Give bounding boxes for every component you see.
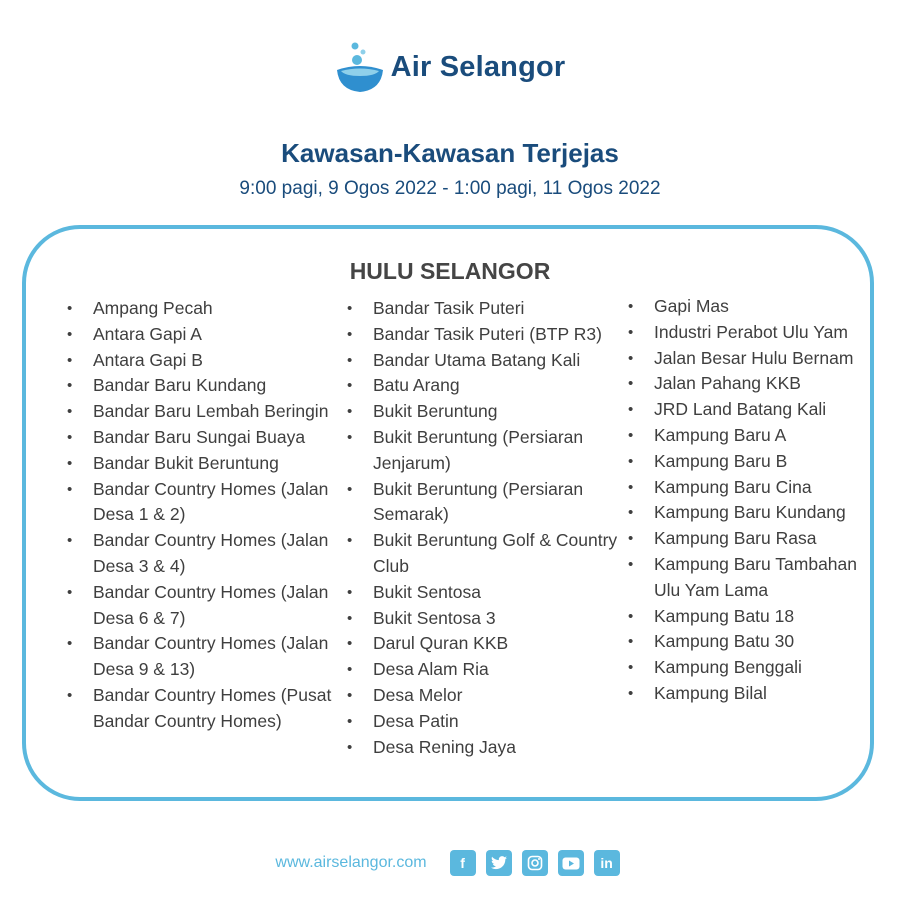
region-heading: HULU SELANGOR: [349, 258, 551, 284]
area-list-item: • Bukit Sentosa: [347, 580, 622, 606]
twitter-icon[interactable]: [486, 850, 512, 876]
area-list-item: • Bandar Tasik Puteri (BTP R3): [347, 322, 622, 348]
area-list-item: • Bukit Beruntung (Persiaran Semarak): [347, 477, 622, 529]
footer: [0, 850, 900, 876]
area-list-item: • Bukit Beruntung Golf & Country Club: [347, 528, 622, 580]
area-list-item: • Kampung Baru Rasa: [628, 526, 878, 552]
instagram-icon[interactable]: [522, 850, 548, 876]
area-list-item: • Bandar Tasik Puteri: [347, 296, 622, 322]
area-list-item: • Kampung Baru B: [628, 449, 878, 475]
linkedin-icon[interactable]: in: [594, 850, 620, 876]
area-list-item: • Jalan Besar Hulu Bernam: [628, 346, 878, 372]
area-list-item: • Desa Rening Jaya: [347, 735, 622, 761]
area-list-item: • Kampung Baru Cina: [628, 475, 878, 501]
area-list-item: • Kampung Baru A: [628, 423, 878, 449]
area-list-column-3: [628, 294, 878, 707]
facebook-icon[interactable]: f: [450, 850, 476, 876]
area-list-item: • Kampung Baru Kundang: [628, 500, 878, 526]
brand-name: Air Selangor: [390, 50, 566, 83]
area-list-item: • Jalan Pahang KKB: [628, 371, 878, 397]
area-list-item: • Kampung Bilal: [628, 681, 878, 707]
area-list-item: • Kampung Batu 30: [628, 629, 878, 655]
website-link[interactable]: www.airselangor.com: [275, 854, 427, 871]
page-title: Kawasan-Kawasan Terjejas: [281, 138, 619, 168]
area-list-item: • Bandar Country Homes (Jalan Desa 6 & 7): [67, 580, 337, 632]
page-subtitle: 9:00 pagi, 9 Ogos 2022 - 1:00 pagi, 11 Ogos 2022: [239, 178, 661, 199]
area-list-column-2: [347, 296, 622, 760]
area-list-item: • Antara Gapi B: [67, 348, 337, 374]
area-list-item: • Bandar Country Homes (Pusat Bandar Country Homes): [67, 683, 337, 735]
area-list-item: • Industri Perabot Ulu Yam: [628, 320, 878, 346]
area-list-item: • Bandar Utama Batang Kali: [347, 348, 622, 374]
area-list-item: • Bukit Beruntung: [347, 399, 622, 425]
area-list-item: • JRD Land Batang Kali: [628, 397, 878, 423]
area-list-item: • Darul Quran KKB: [347, 631, 622, 657]
area-list-item: • Batu Arang: [347, 373, 622, 399]
area-list-item: • Ampang Pecah: [67, 296, 337, 322]
area-list-item: • Kampung Benggali: [628, 655, 878, 681]
area-list-item: • Desa Alam Ria: [347, 657, 622, 683]
area-list-item: • Bandar Country Homes (Jalan Desa 1 & 2): [67, 477, 337, 529]
brand-logo: [0, 40, 900, 94]
water-drop-logo-icon: [335, 40, 385, 94]
area-list-item: • Gapi Mas: [628, 294, 878, 320]
area-list-item: • Bandar Baru Lembah Beringin: [67, 399, 337, 425]
area-list-item: • Antara Gapi A: [67, 322, 337, 348]
area-list-item: • Desa Melor: [347, 683, 622, 709]
area-list-item: • Bandar Country Homes (Jalan Desa 9 & 13): [67, 631, 337, 683]
area-list-item: • Kampung Batu 18: [628, 604, 878, 630]
area-list-item: • Desa Patin: [347, 709, 622, 735]
area-list-item: • Bandar Baru Sungai Buaya: [67, 425, 337, 451]
area-list-item: • Kampung Baru Tambahan Ulu Yam Lama: [628, 552, 878, 604]
youtube-icon[interactable]: [558, 850, 584, 876]
area-list-column-1: [67, 296, 337, 735]
area-list-item: • Bandar Baru Kundang: [67, 373, 337, 399]
area-list-item: • Bukit Beruntung (Persiaran Jenjarum): [347, 425, 622, 477]
area-list-item: • Bandar Country Homes (Jalan Desa 3 & 4): [67, 528, 337, 580]
area-list-item: • Bandar Bukit Beruntung: [67, 451, 337, 477]
area-list-item: • Bukit Sentosa 3: [347, 606, 622, 632]
